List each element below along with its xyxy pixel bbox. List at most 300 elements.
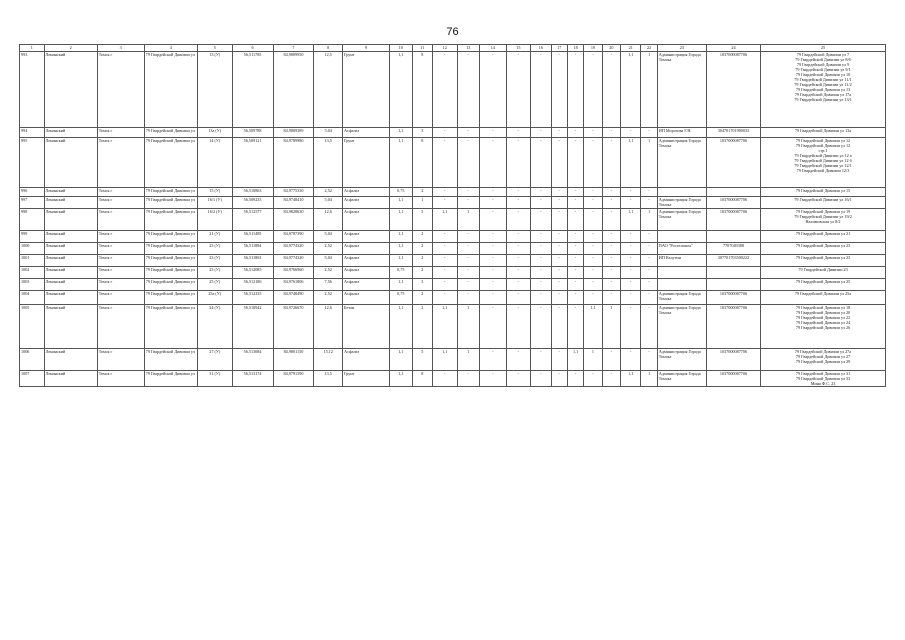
table-cell: 1: [412, 197, 432, 209]
table-cell: -: [621, 349, 641, 371]
table-cell: 25а (У): [197, 291, 232, 305]
column-header: 21: [621, 45, 641, 52]
table-cell: Томск г: [97, 138, 144, 188]
address-line: 79 Гвардейской Дивизии ул 12 а: [794, 153, 852, 159]
address-line: 79 Гвардейской Дивизии ул 9/1: [795, 67, 851, 73]
table-cell: 13,5: [314, 371, 343, 387]
table-cell: -: [551, 231, 567, 243]
table-cell: -: [551, 138, 567, 188]
table-cell: 1000: [20, 243, 45, 255]
table-cell: 79 Гвардейской Дивизии ул: [144, 349, 197, 371]
table-cell: 56,509235: [232, 197, 273, 209]
table-row: [20, 255, 886, 267]
table-cell: -: [457, 231, 479, 243]
table-cell: -: [567, 209, 583, 231]
table-cell: 1,1: [390, 371, 412, 387]
table-cell: 79 Гвардейской Дивизии ул: [144, 197, 197, 209]
table-cell: 1,1: [432, 305, 457, 349]
table-cell: 2: [412, 243, 432, 255]
table-cell: 3: [412, 128, 432, 138]
registry-table: [19, 44, 886, 387]
table-cell: -: [531, 138, 551, 188]
table-cell: 2: [412, 291, 432, 305]
table-cell: -: [621, 267, 641, 279]
table-cell: 1: [641, 209, 657, 231]
table-cell: 7707049388: [706, 243, 760, 255]
table-cell: -: [551, 349, 567, 371]
table-cell: -: [480, 138, 507, 188]
address-line: 79 Гвардейской Дивизии ул 12: [795, 138, 851, 143]
table-cell: 1,1: [390, 197, 412, 209]
table-cell: Томск г: [97, 371, 144, 387]
table-cell: 0,75: [390, 188, 412, 197]
table-cell: Администрация Города Томска: [657, 52, 706, 128]
table-cell: 2,52: [314, 243, 343, 255]
table-cell: [761, 209, 886, 231]
table-cell: -: [480, 291, 507, 305]
table-cell: -: [457, 371, 479, 387]
table-cell: 23 (У): [197, 267, 232, 279]
table-cell: 56,510942: [232, 305, 273, 349]
table-cell: -: [506, 188, 531, 197]
table-cell: [761, 279, 886, 291]
table-cell: Ленинский: [44, 291, 97, 305]
table-cell: 56,511863: [232, 255, 273, 267]
table-cell: 1037000087706: [706, 371, 760, 387]
table-cell: 1007: [20, 371, 45, 387]
table-cell: 2,52: [314, 267, 343, 279]
table-cell: 1,1: [432, 349, 457, 371]
table-cell: -: [480, 128, 507, 138]
table-cell: [761, 349, 886, 371]
table-cell: -: [621, 305, 641, 349]
table-cell: Асфальт: [343, 231, 390, 243]
address-line: 79 Гвардейской Дивизии ул 18: [795, 305, 851, 310]
table-cell: ИП Морозова Г.Н.: [657, 128, 706, 138]
table-cell: 2: [412, 267, 432, 279]
table-cell: 1004: [20, 291, 45, 305]
table-cell: 12,5: [314, 52, 343, 128]
table-cell: -: [480, 188, 507, 197]
column-header: 17: [551, 45, 567, 52]
address-line: 79 Гвардейской Дивизии ул 16/1: [794, 197, 852, 202]
table-cell: 1: [457, 305, 479, 349]
table-cell: 79 Гвардейской Дивизии ул: [144, 243, 197, 255]
address-line: 79 Гвардейской Дивизии ул 11/2: [794, 82, 852, 88]
table-cell: 1,1: [621, 209, 641, 231]
table-cell: 5,04: [314, 197, 343, 209]
table-cell: 84,9774320: [273, 255, 314, 267]
address-line: 79 Гвардейской Дивизии ул 9: [796, 62, 850, 68]
table-cell: 994: [20, 128, 45, 138]
table-cell: 1,1: [567, 349, 583, 371]
table-cell: [761, 231, 886, 243]
address-line: 79 Гвардейской Дивизии ул 27а: [794, 349, 852, 354]
table-cell: Ленинский: [44, 138, 97, 188]
table-cell: -: [584, 243, 602, 255]
table-cell: -: [480, 305, 507, 349]
table-cell: -: [480, 279, 507, 291]
table-cell: Администрация Города Томска: [657, 371, 706, 387]
table-cell: 2: [412, 305, 432, 349]
table-cell: 13а (У): [197, 128, 232, 138]
table-cell: -: [584, 52, 602, 128]
table-cell: -: [602, 52, 620, 128]
table-row: [20, 305, 886, 349]
table-cell: -: [602, 231, 620, 243]
address-line: 79 Гвардейской Дивизии ул 12/1: [794, 163, 852, 169]
address-line: 79 Гвардейской Дивизии ул 11/1: [794, 77, 852, 83]
address-line: 79 Гвардейской Дивизии ул 17а: [794, 92, 852, 98]
table-cell: ИП Калугин: [657, 255, 706, 267]
table-cell: -: [480, 209, 507, 231]
table-cell: Бетон: [343, 305, 390, 349]
table-cell: [657, 279, 706, 291]
table-cell: -: [584, 197, 602, 209]
table-cell: -: [457, 188, 479, 197]
table-cell: 15 (У): [197, 188, 232, 197]
table-cell: 16/1 (У): [197, 197, 232, 209]
table-cell: -: [641, 243, 657, 255]
table-cell: -: [602, 243, 620, 255]
table-cell: Томск г: [97, 197, 144, 209]
table-cell: Ленинский: [44, 52, 97, 128]
table-cell: -: [506, 349, 531, 371]
table-cell: 21 (У): [197, 231, 232, 243]
table-cell: -: [584, 267, 602, 279]
table-cell: -: [506, 52, 531, 128]
table-cell: [657, 231, 706, 243]
table-row: [20, 209, 886, 231]
table-cell: -: [506, 231, 531, 243]
table-row: [20, 279, 886, 291]
table-cell: 56,512186: [232, 279, 273, 291]
table-cell: 56,512577: [232, 209, 273, 231]
table-cell: [761, 138, 886, 188]
address-line: 79 Гвардейской Дивизии ул 22: [795, 315, 851, 321]
column-header: 6: [232, 45, 273, 52]
table-cell: 84,9761806: [273, 279, 314, 291]
table-cell: 1002: [20, 267, 45, 279]
table-cell: [761, 255, 886, 267]
table-cell: -: [641, 188, 657, 197]
table-cell: 998: [20, 209, 45, 231]
table-row: [20, 188, 886, 197]
table-cell: -: [480, 349, 507, 371]
table-cell: 79 Гвардейской Дивизии ул: [144, 305, 197, 349]
address-line: 79 Гвардейской Дивизии ул 13а: [794, 128, 852, 133]
column-header: 18: [567, 45, 583, 52]
table-cell: -: [602, 291, 620, 305]
column-header: 13: [457, 45, 479, 52]
table-cell: -: [531, 279, 551, 291]
address-line: 79 Гвардейской Дивизии ул 10: [795, 72, 851, 78]
table-cell: -: [457, 128, 479, 138]
table-cell: 14 (У): [197, 138, 232, 188]
address-line: 79 Гвардейской Дивизии 12/3: [796, 168, 850, 174]
table-cell: Асфальт: [343, 243, 390, 255]
table-cell: -: [506, 128, 531, 138]
table-cell: Ленинский: [44, 349, 97, 371]
table-cell: 1,1: [390, 231, 412, 243]
table-cell: [706, 267, 760, 279]
table-cell: -: [567, 279, 583, 291]
table-cell: 1,1: [390, 305, 412, 349]
table-cell: -: [432, 197, 457, 209]
address-line: Нахимовская ул 8/2: [805, 219, 841, 225]
table-cell: Администрация Города Томска: [657, 197, 706, 209]
table-row: [20, 267, 886, 279]
table-cell: [761, 197, 886, 209]
table-cell: 7,56: [314, 279, 343, 291]
table-cell: Томск г: [97, 128, 144, 138]
column-header: 10: [390, 45, 412, 52]
table-cell: 56,512235: [232, 291, 273, 305]
table-cell: 1,1: [621, 52, 641, 128]
table-cell: 23 (У): [197, 243, 232, 255]
table-cell: 1: [457, 209, 479, 231]
table-body: [20, 52, 886, 387]
table-cell: -: [584, 209, 602, 231]
table-cell: -: [480, 52, 507, 128]
table-cell: Томск г: [97, 305, 144, 349]
table-cell: [706, 188, 760, 197]
table-cell: [761, 52, 886, 128]
table-cell: Асфальт: [343, 349, 390, 371]
address-line: 79 Гвардейской Дивизии ул 21: [795, 231, 851, 236]
table-cell: 16/2 (У): [197, 209, 232, 231]
table-row: [20, 291, 886, 305]
table-row: [20, 231, 886, 243]
table-cell: -: [584, 255, 602, 267]
table-cell: 27 (У): [197, 349, 232, 371]
table-cell: -: [621, 243, 641, 255]
column-header: 25: [761, 45, 886, 52]
table-cell: -: [480, 231, 507, 243]
address-line: 79 Гвардейской Дивизии ул 12 б: [794, 158, 852, 164]
table-cell: -: [531, 231, 551, 243]
table-cell: -: [641, 279, 657, 291]
table-cell: Асфальт: [343, 279, 390, 291]
table-cell: 304701701900033: [706, 128, 760, 138]
table-cell: -: [621, 197, 641, 209]
address-line: Мина Ф.С. 23: [810, 381, 836, 387]
table-cell: -: [432, 279, 457, 291]
table-cell: 5,04: [314, 231, 343, 243]
table-cell: 1,1: [390, 128, 412, 138]
table-cell: 2: [412, 188, 432, 197]
address-line: 79 Гвардейской Дивизии ул 26: [795, 325, 851, 331]
table-cell: -: [567, 267, 583, 279]
table-row: [20, 52, 886, 128]
table-cell: -: [567, 291, 583, 305]
column-header: 3: [97, 45, 144, 52]
table-cell: -: [531, 209, 551, 231]
address-line: 79 Гвардейской Дивизии ул 15: [795, 188, 851, 193]
table-cell: -: [531, 371, 551, 387]
table-cell: -: [531, 267, 551, 279]
table-cell: 1: [602, 305, 620, 349]
table-cell: 79 Гвардейской Дивизии ул: [144, 255, 197, 267]
column-header: 5: [197, 45, 232, 52]
table-cell: [706, 231, 760, 243]
table-cell: -: [584, 371, 602, 387]
table-cell: 1: [641, 52, 657, 128]
table-cell: Томск г: [97, 243, 144, 255]
table-cell: 84,9828630: [273, 209, 314, 231]
table-cell: -: [506, 267, 531, 279]
table-cell: 1,1: [390, 243, 412, 255]
table-cell: -: [432, 138, 457, 188]
table-cell: -: [567, 371, 583, 387]
address-line: 79 Гвардейской Дивизии ул 31: [795, 371, 851, 376]
table-cell: 1: [584, 349, 602, 371]
column-header: 20: [602, 45, 620, 52]
table-cell: -: [457, 267, 479, 279]
table-cell: 1,1: [390, 52, 412, 128]
table-cell: -: [567, 305, 583, 349]
table-cell: 3: [412, 279, 432, 291]
address-line: 79 Гвардейской Дивизии ул 12: [795, 143, 851, 149]
table-cell: Грунт: [343, 52, 390, 128]
table-cell: 1: [641, 138, 657, 188]
table-cell: 84,9791390: [273, 371, 314, 387]
table-cell: Ленинский: [44, 243, 97, 255]
table-cell: 23 (У): [197, 255, 232, 267]
table-cell: 84,9801150: [273, 349, 314, 371]
table-cell: -: [531, 188, 551, 197]
table-cell: 15,12: [314, 349, 343, 371]
address-line: 79 Гвардейской Дивизии 23: [798, 267, 848, 272]
table-cell: -: [567, 243, 583, 255]
address-line: 79 Гвардейской Дивизии ул 23: [795, 255, 851, 260]
address-line: 79 Гвардейской Дивизии ул 33: [795, 376, 851, 382]
table-cell: -: [551, 279, 567, 291]
table-cell: Ленинский: [44, 305, 97, 349]
table-cell: 5: [412, 209, 432, 231]
table-cell: 12,6: [314, 209, 343, 231]
table-cell: -: [551, 243, 567, 255]
table-cell: -: [480, 371, 507, 387]
column-header: 14: [480, 45, 507, 52]
table-cell: -: [531, 291, 551, 305]
table-cell: 56,513174: [232, 371, 273, 387]
table-cell: [761, 291, 886, 305]
table-cell: -: [584, 291, 602, 305]
table-cell: 1,1: [390, 279, 412, 291]
table-cell: -: [551, 305, 567, 349]
table-cell: Томск г: [97, 209, 144, 231]
table-cell: 1006: [20, 349, 45, 371]
column-header: 15: [506, 45, 531, 52]
table-cell: [761, 371, 886, 387]
table-cell: 1,1: [390, 138, 412, 188]
table-cell: 12,6: [314, 305, 343, 349]
table-cell: -: [641, 197, 657, 209]
table-cell: Асфальт: [343, 255, 390, 267]
table-cell: 56,511884: [232, 243, 273, 255]
table-cell: Асфальт: [343, 291, 390, 305]
table-cell: 79 Гвардейской Дивизии ул: [144, 209, 197, 231]
table-cell: 1,1: [584, 305, 602, 349]
table-cell: -: [457, 279, 479, 291]
address-line: 79 Гвардейской Дивизии ул 25а: [794, 291, 852, 296]
table-cell: -: [506, 371, 531, 387]
address-line: 79 Гвардейской Дивизии ул 7: [796, 52, 850, 57]
table-cell: 84,9789980: [273, 138, 314, 188]
table-cell: Грунт: [343, 371, 390, 387]
table-cell: -: [531, 305, 551, 349]
table-cell: -: [621, 231, 641, 243]
table-cell: 1037000087706: [706, 197, 760, 209]
table-cell: -: [457, 52, 479, 128]
table-cell: 2: [412, 231, 432, 243]
table-cell: -: [551, 291, 567, 305]
table-cell: -: [641, 267, 657, 279]
table-cell: 1037000087706: [706, 138, 760, 188]
table-cell: [761, 243, 886, 255]
table-cell: 79 Гвардейской Дивизии ул: [144, 138, 197, 188]
table-cell: Ленинский: [44, 128, 97, 138]
table-cell: Асфальт: [343, 197, 390, 209]
table-cell: 1,1: [390, 209, 412, 231]
address-line: 79 Гвардейской Дивизии ул 27: [795, 354, 851, 360]
table-cell: -: [602, 188, 620, 197]
table-cell: 2,52: [314, 291, 343, 305]
address-line: 79 Гвардейской Дивизии ул 13: [795, 87, 851, 93]
table-cell: -: [602, 267, 620, 279]
table-row: [20, 197, 886, 209]
table-row: [20, 371, 886, 387]
table-cell: Ленинский: [44, 371, 97, 387]
table-cell: 1: [641, 371, 657, 387]
table-cell: -: [506, 209, 531, 231]
table-cell: -: [602, 371, 620, 387]
address-line: 79 Гвардейской Дивизии ул 25: [795, 279, 851, 284]
table-cell: 993: [20, 52, 45, 128]
table-cell: 79 Гвардейской Дивизии ул: [144, 231, 197, 243]
column-header: 9: [343, 45, 390, 52]
table-cell: Томск г: [97, 291, 144, 305]
table-cell: 2: [412, 255, 432, 267]
table-cell: -: [567, 197, 583, 209]
table-cell: 84,9774320: [273, 243, 314, 255]
table-cell: -: [457, 291, 479, 305]
address-line: 79 Гвардейской Дивизии ул 23: [795, 243, 851, 248]
table-cell: Томск г: [97, 279, 144, 291]
table-cell: -: [480, 197, 507, 209]
table-cell: -: [621, 255, 641, 267]
column-header: 22: [641, 45, 657, 52]
table-cell: 995: [20, 138, 45, 188]
table-cell: -: [641, 255, 657, 267]
table-cell: 999: [20, 231, 45, 243]
table-cell: -: [531, 349, 551, 371]
table-cell: -: [602, 209, 620, 231]
table-cell: 1,1: [390, 255, 412, 267]
table-cell: 84,9726670: [273, 305, 314, 349]
column-header: 1: [20, 45, 45, 52]
table-cell: 56,511485: [232, 231, 273, 243]
table-cell: -: [457, 197, 479, 209]
address-line: 79 Гвардейской Дивизии ул 13/1: [794, 97, 852, 103]
table-cell: -: [551, 371, 567, 387]
table-cell: -: [432, 267, 457, 279]
table-cell: 56,509788: [232, 128, 273, 138]
column-header: 8: [314, 45, 343, 52]
table-row: [20, 128, 886, 138]
table-cell: -: [432, 52, 457, 128]
